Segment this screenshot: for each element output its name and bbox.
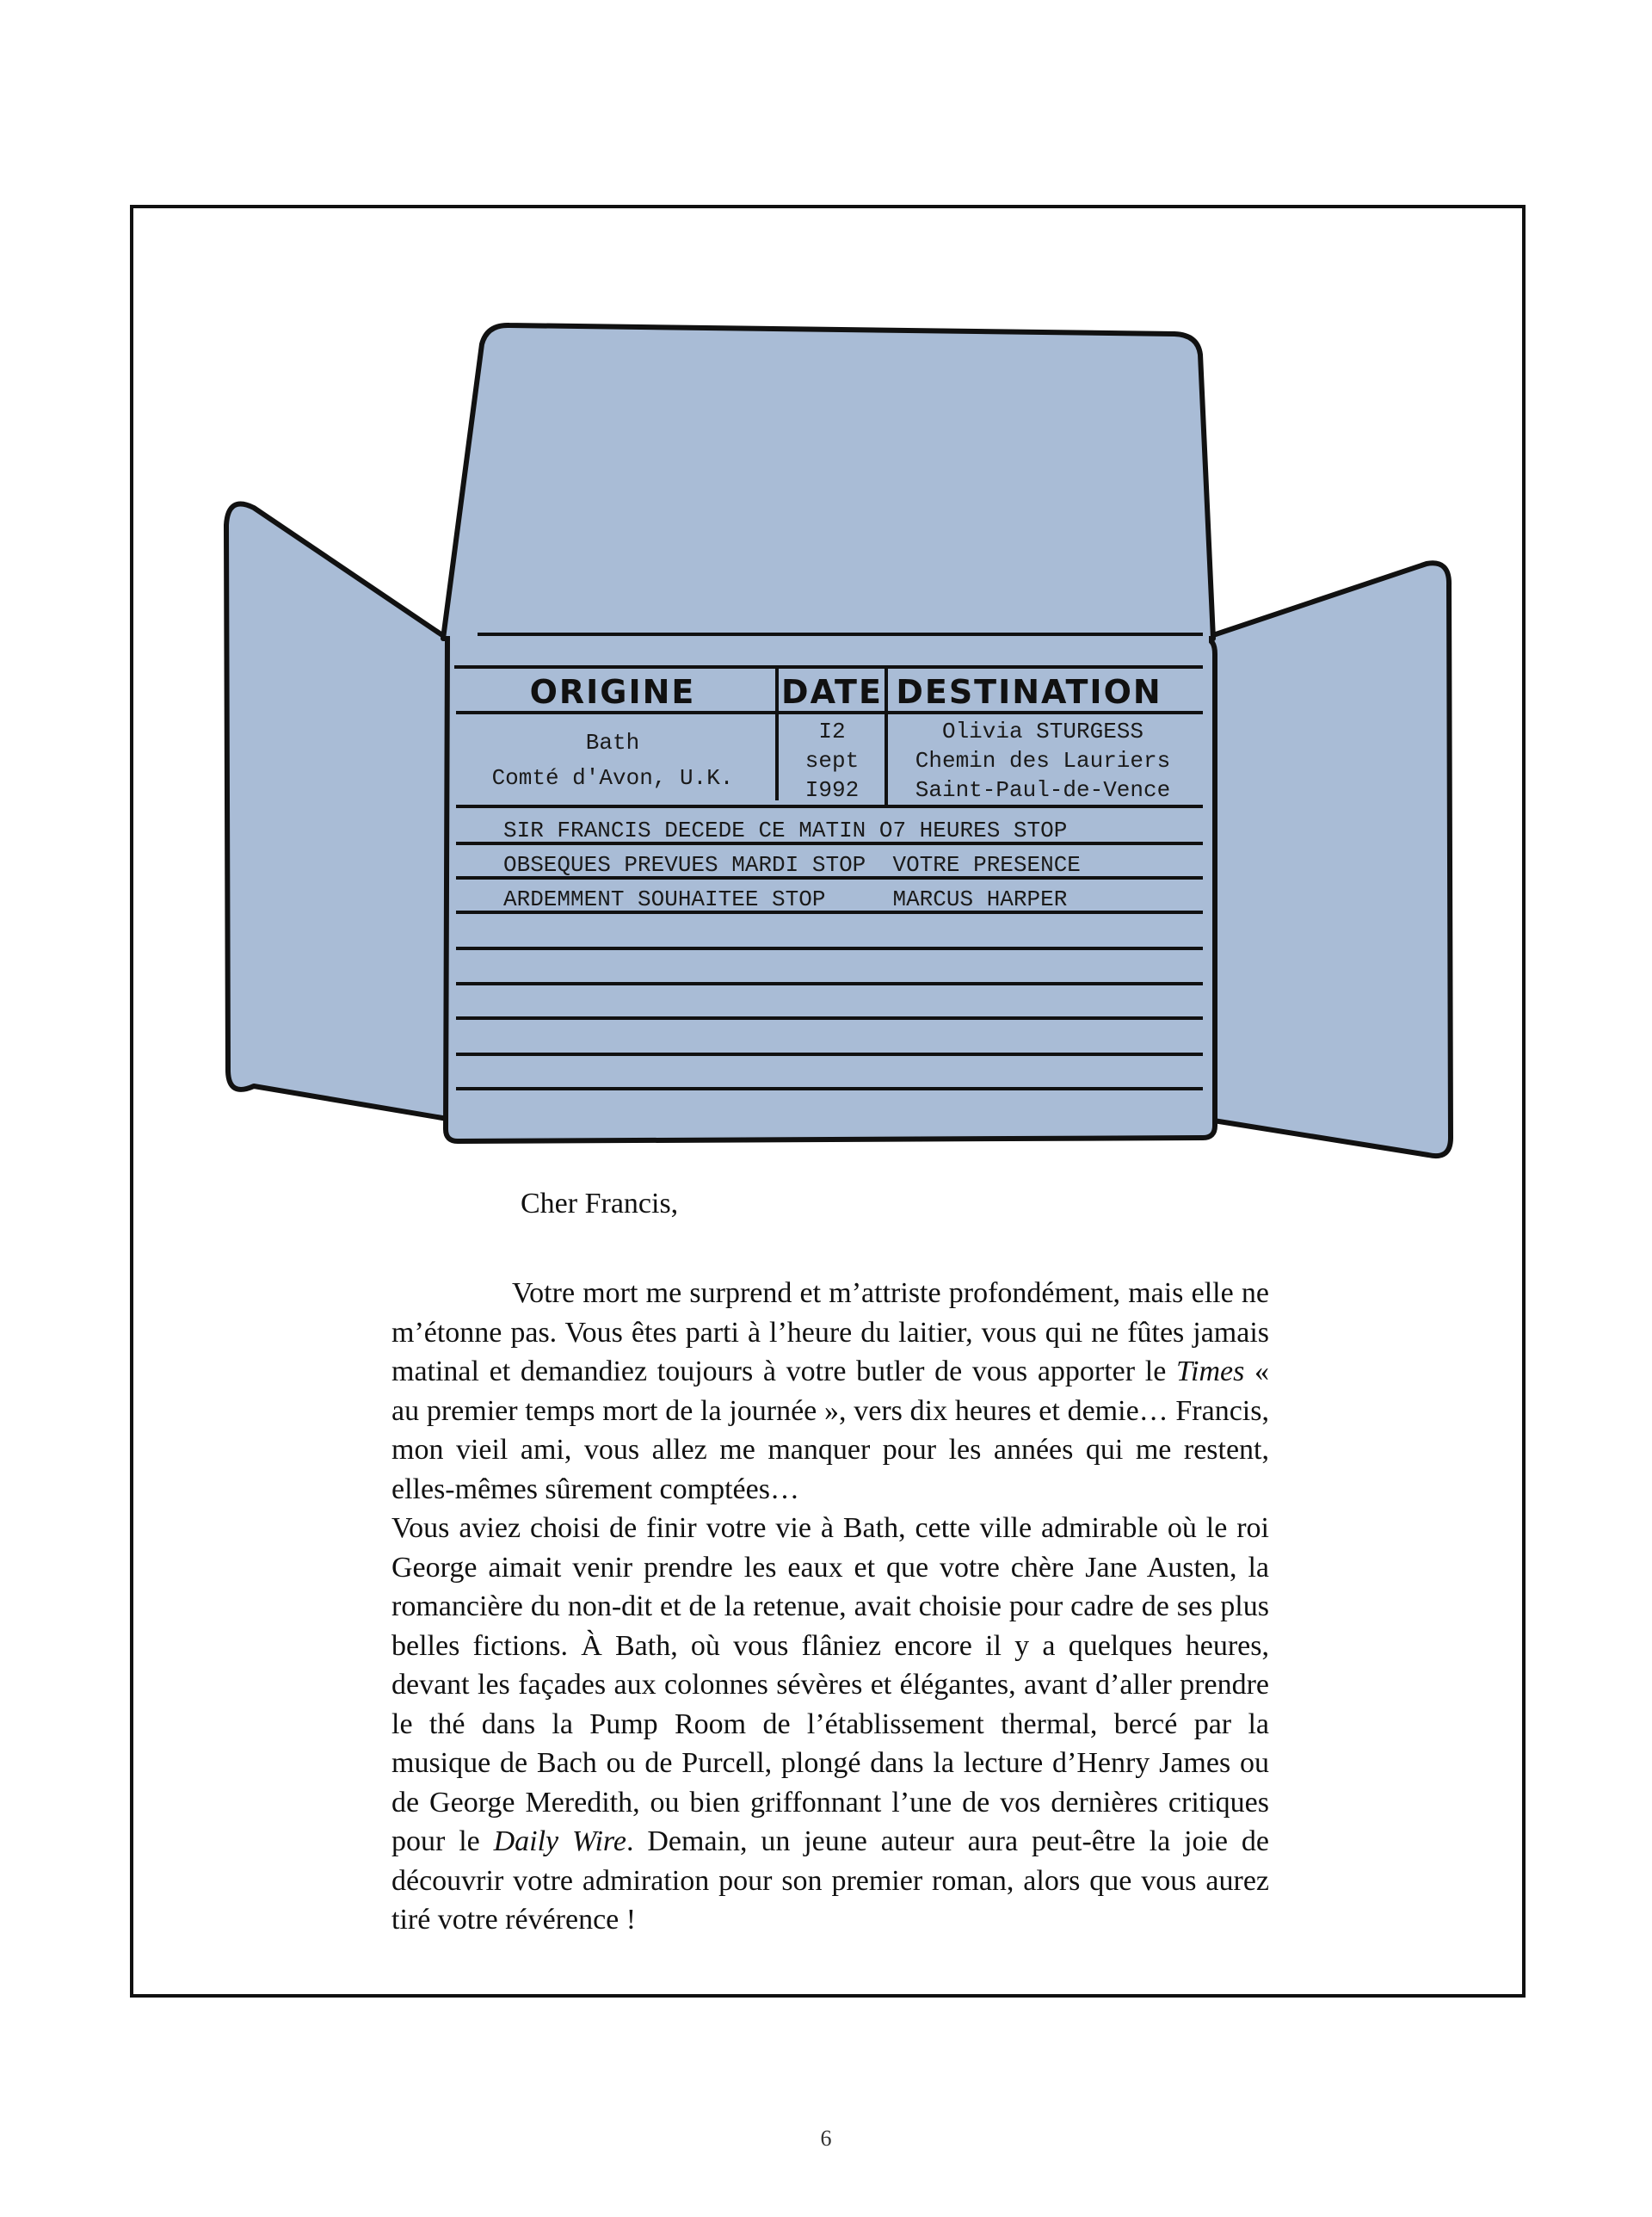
envelope-left-flap [226,504,447,1120]
newspaper-title-daily-wire: Daily Wire [493,1825,626,1857]
message-line-2: OBSEQUES PREVUES MARDI STOP VOTRE PRESENCE [503,852,1081,878]
destination-town: Saint-Paul-de-Vence [915,777,1171,803]
newspaper-title-times: Times [1175,1356,1245,1387]
letter-p2-text-a: Vous aviez choisi de finir votre vie à Bath, cette ville admirable où le roi George aimait venir prendre les eaux et que votre chère Jane Austen, la romancière du non-dit et de la retenue, avait choisie pour cadre de ses plus belles fictions. À Bath, où vous flâniez encore il y a quelques heures, devant les façades aux colonnes sévères et élégantes, avant d’aller prendre le thé dans la Pump Room de l’établissement thermal, bercé par la musique de Bach ou de Purcell, plongé dans la lecture d’Henry James ou de George Meredith, ou bien griffonnant l’une de vos dernières critiques pour le [391,1512,1269,1857]
destination-street: Chemin des Lauriers [915,748,1171,774]
envelope-top-flap [443,325,1213,639]
letter-p1-text-b: « au premier temps mort de la journée », vers dix heures et demie… Francis, mon vieil ami, vous allez me manquer pour les années qui me restent, elles-mêmes sûrement comptées… [391,1356,1270,1505]
destination-name: Olivia STURGESS [941,719,1144,744]
letter-p2-text-b: . Demain, un jeune auteur aura peut-être la joie de découvrir votre admiration pour son premier roman, alors que vous aurez tiré votre révérence ! [391,1825,1269,1936]
letter-paragraph-1 [391,1274,1269,1509]
date-month: sept [804,748,860,774]
letter-body [391,1274,1269,1940]
origin-city: Bath [585,730,640,756]
message-line-1: SIR FRANCIS DECEDE CE MATIN O7 HEURES STOP [503,818,1068,843]
date-day: I2 [818,719,846,744]
date-year: I992 [804,777,860,803]
page-number: 6 [820,2126,832,2151]
envelope-right-flap [1203,563,1451,1156]
letter-p1-text-a: Votre mort me surprend et m’attriste profondément, mais elle ne m’étonne pas. Vous êtes parti à l’heure du laitier, vous qui ne fûtes jamais matinal et demandiez toujours à votre butler de vous apporter le [391,1277,1269,1387]
origin-county: Comté d'Avon, U.K. [491,765,734,791]
header-origin: ORIGINE [529,673,696,711]
letter-salutation: Cher Francis, [521,1188,679,1220]
header-date: DATE [781,673,883,711]
letter-paragraph-2 [391,1509,1269,1940]
message-line-3: ARDEMMENT SOUHAITEE STOP MARCUS HARPER [503,886,1068,912]
header-destination: DESTINATION [896,673,1162,711]
